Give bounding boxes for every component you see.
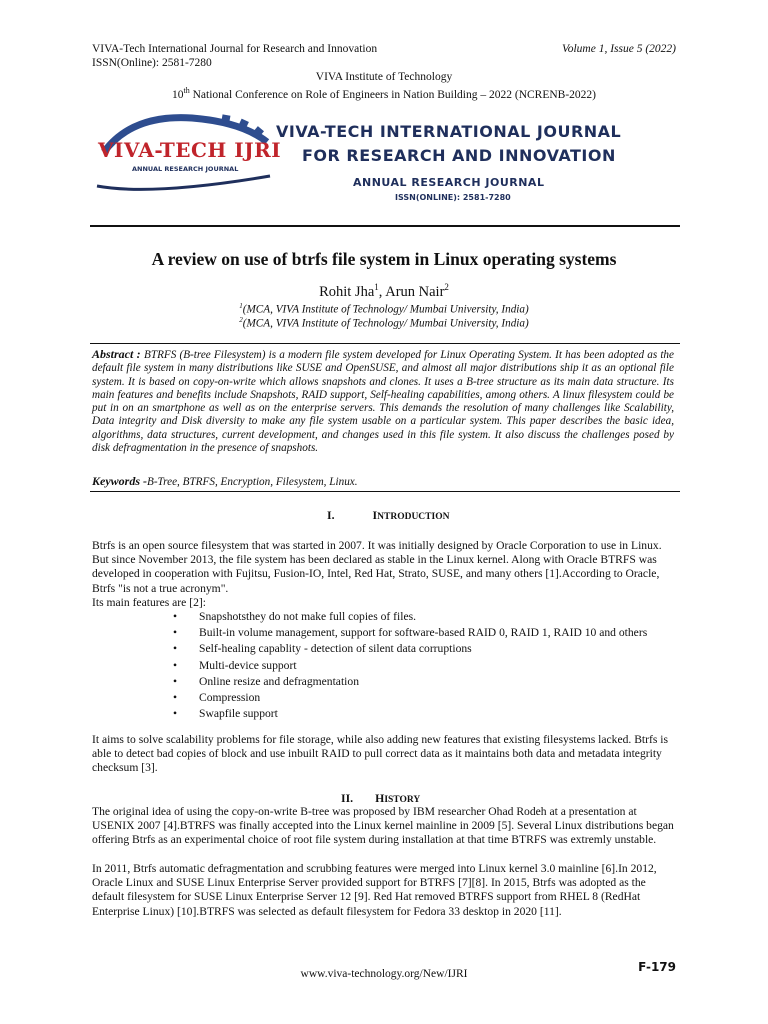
feature-text: Swapfile support bbox=[199, 707, 278, 721]
feature-text: Self-healing capablity - detection of silent data corruptions bbox=[199, 642, 472, 656]
bullet-icon: • bbox=[173, 642, 178, 656]
author-line bbox=[0, 282, 768, 301]
journal-logo bbox=[92, 112, 282, 202]
header-divider bbox=[90, 225, 680, 227]
intro-paragraph-1: Btrfs is an open source filesystem that was started in 2007. It was initially designed by Oracle Corporation to use in Linux. But since November 2013, the file system has been declared as stable in the Linux kernel. Along with Oracle BTRFS was developed in cooperation with Fujitsu, Fusion-IO, Intel, Red Hat, Strato, SUSE, and many others [1].According to Oracle, Btrfs "is not a true acronym". bbox=[92, 539, 662, 595]
list-item bbox=[173, 610, 678, 624]
feature-text: Snapshotsthey do not make full copies of files. bbox=[199, 610, 417, 623]
logo-tagline: ANNUAL RESEARCH JOURNAL bbox=[132, 165, 239, 173]
history-paragraph-2: In 2011, Btrfs automatic defragmentation and scrubbing features were merged into Linux kernel 3.0 mainline [6].In 2012, Oracle Linux and SUSE Linux Enterprise Server provided support for BTRFS [7][8]. In 2015, Btrfs was adopted as the default filesystem for SUSE Linux Enterprise Server 12 [9]. Red Hat removed BTRFS support from RHEL 8 (RedHat Enterprise Linux) [10].BTRFS was selected as default filesystem for Fedora 33 desktop in 2020 [11]. bbox=[92, 862, 657, 918]
author-1-sup: 1 bbox=[374, 282, 379, 292]
list-item bbox=[173, 691, 678, 705]
abstract-bottom-rule bbox=[90, 491, 680, 492]
section-2-title-initial: H bbox=[375, 791, 385, 805]
conference-number: 10 bbox=[172, 88, 184, 101]
conference-text: National Conference on Role of Engineers in Nation Building – 2022 (NCRENB-2022) bbox=[189, 88, 596, 101]
conference-line bbox=[0, 84, 768, 102]
section-1-title-rest: NTRODUCTION bbox=[377, 512, 450, 522]
keywords-text: B-Tree, BTRFS, Encryption, Filesystem, Linux. bbox=[147, 476, 358, 488]
bullet-icon: • bbox=[173, 658, 178, 672]
affiliation-2-text: (MCA, VIVA Institute of Technology/ Mumbai University, India) bbox=[242, 317, 529, 330]
affiliation-2-sup: 2 bbox=[239, 316, 243, 324]
list-item bbox=[173, 707, 678, 721]
logo-brand: VIVA-TECH IJRI bbox=[98, 138, 282, 162]
journal-logo-issn: ISSN(ONLINE): 2581-7280 bbox=[395, 193, 511, 202]
abstract-label: Abstract : bbox=[92, 347, 145, 361]
affiliation-1 bbox=[0, 302, 768, 316]
list-item bbox=[173, 642, 678, 656]
author-separator: , bbox=[378, 283, 386, 300]
feature-text: Built-in volume management, support for software-based RAID 0, RAID 1, RAID 10 and others bbox=[199, 626, 648, 640]
abstract-text: BTRFS (B-tree Filesystem) is a modern file system developed for Linux Operating System. It has been adopted as the default file system in many distributions like SUSE and OpenSUSE, and almost all major distributions ship it as an optional file system. It is based on copy-on-write which allows snapshots and clones. It uses a B-tree structure as its main data structure. Its main features and benefits include Snapshots, RAID support, Self-healing capabilities, among others. A linux filesystem could be put in on an smartphone as well as on the enterprise servers. This demands the resolution of many challenges like Scalability, Data integrity and Disk diversity to make any file system usable on a particular system. This paper describes the basic idea, algorithms, data structures, current development, and changes used in this file system. It also discuss the challenges posed by disk defragmentation in the presence of snapshots. bbox=[92, 349, 674, 455]
abstract-block bbox=[92, 348, 674, 455]
bullet-icon: • bbox=[173, 691, 178, 705]
list-item bbox=[173, 626, 678, 640]
bullet-icon: • bbox=[173, 674, 178, 688]
history-paragraph-1: The original idea of using the copy-on-write B-tree was proposed by IBM researcher Ohad Rodeh at a presentation at USENIX 2007 [4].BTRFS was finally accepted into the Linux kernel mainline in 2009 [5]. Several Linux distributions began offering Btrfs as an experimental choice of root file system during installation at that time BTRFS was extremly unstable. bbox=[92, 805, 674, 847]
affiliation-1-text: (MCA, VIVA Institute of Technology/ Mumbai University, India) bbox=[242, 303, 529, 316]
intro-paragraph-2: It aims to solve scalability problems for file storage, while also adding new features that existing filesystems lacked. Btrfs is able to detect bad copies of block and use inbuilt RAID to pull correct data as it maintains both data and metadata integrity checksum [3]. bbox=[92, 733, 669, 775]
header-issn: ISSN(Online): 2581-7280 bbox=[92, 57, 212, 69]
footer-url[interactable]: www.viva-technology.org/New/IJRI bbox=[300, 968, 468, 980]
affiliation-2 bbox=[0, 316, 768, 330]
author-2-sup: 2 bbox=[444, 282, 449, 292]
institute-name: VIVA Institute of Technology bbox=[315, 71, 453, 83]
bullet-icon: • bbox=[173, 707, 178, 721]
feature-text: Online resize and defragmentation bbox=[199, 674, 359, 688]
affiliation-1-sup: 1 bbox=[239, 302, 243, 310]
keywords-line bbox=[92, 474, 358, 489]
section-1-title-initial: I bbox=[372, 508, 378, 522]
feature-text: Multi-device support bbox=[199, 658, 297, 672]
author-2: Arun Nair bbox=[385, 283, 445, 300]
journal-subtitle: ANNUAL RESEARCH JOURNAL bbox=[353, 176, 545, 189]
paper-title: A review on use of btrfs file system in Linux operating systems bbox=[151, 249, 617, 269]
section-1-number: I. bbox=[327, 508, 335, 522]
bullet-icon: • bbox=[173, 626, 178, 640]
list-item bbox=[173, 675, 678, 689]
journal-header-name: VIVA-Tech International Journal for Research and Innovation bbox=[92, 43, 378, 55]
journal-title-line2: FOR RESEARCH AND INNOVATION bbox=[302, 146, 616, 165]
conference-ordinal: th bbox=[183, 86, 190, 95]
list-item bbox=[173, 659, 678, 673]
section-history-heading bbox=[341, 791, 420, 806]
page-number: F-179 bbox=[638, 960, 676, 974]
abstract-top-rule bbox=[90, 343, 680, 344]
journal-title-line1: VIVA-TECH INTERNATIONAL JOURNAL bbox=[276, 122, 622, 141]
features-intro: Its main features are [2]: bbox=[92, 596, 206, 609]
author-1: Rohit Jha bbox=[319, 283, 375, 300]
volume-issue: Volume 1, Issue 5 (2022) bbox=[561, 43, 676, 55]
bullet-icon: • bbox=[173, 610, 178, 623]
section-2-title-rest: ISTORY bbox=[384, 795, 421, 805]
section-introduction-heading bbox=[327, 508, 449, 523]
features-list bbox=[173, 610, 678, 721]
keywords-label: Keywords - bbox=[92, 474, 147, 488]
feature-text: Compression bbox=[199, 691, 261, 705]
section-2-number: II. bbox=[341, 791, 354, 805]
